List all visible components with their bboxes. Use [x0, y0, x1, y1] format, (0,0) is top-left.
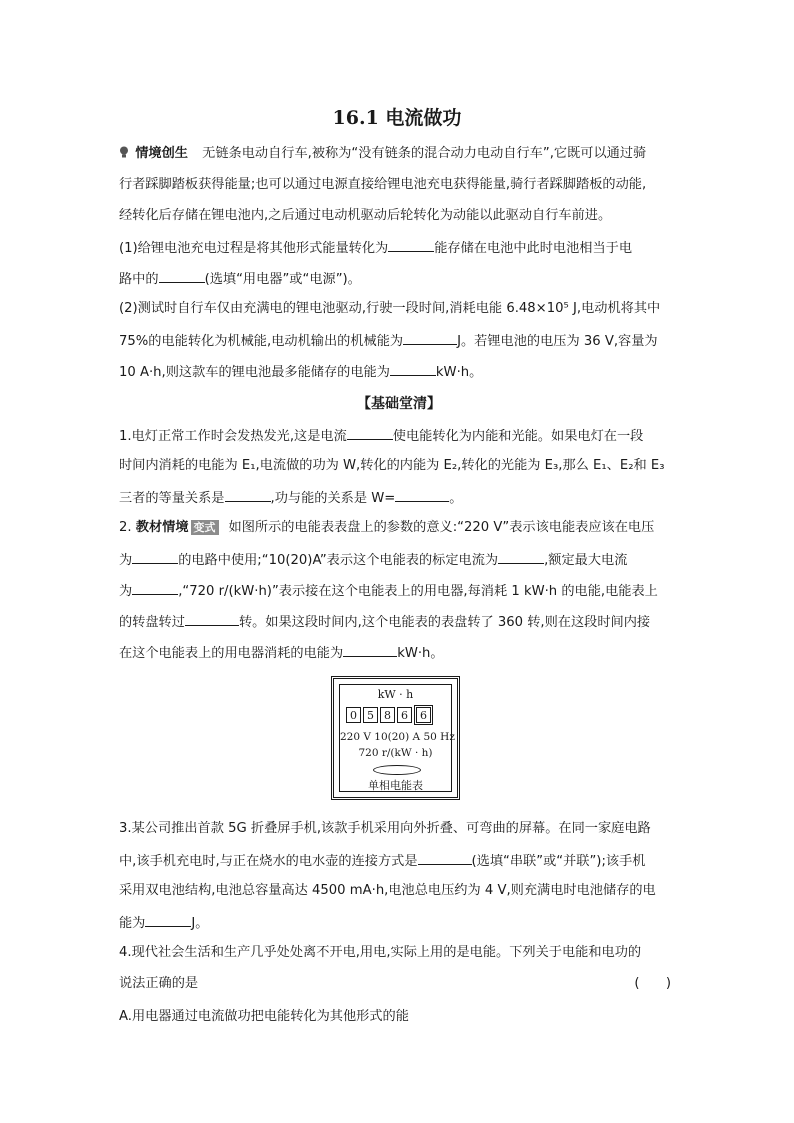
meter-digits	[346, 707, 431, 723]
intro-q1-line-2: 路中的 (选填“用电器”或“电源”)。	[119, 268, 679, 290]
q1-line-1: 1.电灯正常工作时会发热发光,这是电流 使电能转化为内能和光能。如果电灯在一段	[119, 425, 679, 447]
intro-line-1	[119, 144, 679, 164]
answer-blank[interactable]	[395, 487, 449, 502]
meter-spec: 220 V 10(20) A 50 Hz	[340, 731, 455, 743]
answer-blank[interactable]	[403, 330, 457, 345]
meter-name: 单相电能表	[368, 779, 423, 792]
meter-disc-icon	[373, 765, 421, 775]
page-title: 16.1 电流做功	[332, 107, 462, 129]
meter-digit: 0	[346, 707, 361, 723]
electric-meter-figure	[331, 676, 460, 800]
meter-digit: 6	[397, 707, 412, 723]
answer-blank[interactable]	[388, 237, 434, 252]
q2-variant-badge: 变式	[191, 520, 219, 535]
q3-line-4: 能为 J。	[119, 912, 679, 934]
meter-unit: kW · h	[377, 688, 414, 701]
answer-paren[interactable]: ( )	[634, 976, 671, 991]
intro-q2-line-2: 75%的电能转化为机械能,电动机输出的机械能为 J。若锂电池的电压为 36 V,容量为	[119, 330, 679, 352]
answer-blank[interactable]	[418, 850, 472, 865]
intro-q1-line-1: (1)给锂电池充电过程是将其他形式能量转化为 能存储在电池中此时电池相当于电	[119, 237, 679, 259]
answer-blank[interactable]	[145, 912, 191, 927]
q2-line-5: 在这个电能表上的用电器消耗的电能为 kW·h。	[119, 642, 679, 664]
answer-blank[interactable]	[390, 361, 436, 376]
answer-blank[interactable]	[185, 611, 239, 626]
intro-text-2: 行者踩脚踏板获得能量;也可以通过电源直接给锂电池充电获得能量,骑行者踩脚踏板的动能,	[119, 177, 647, 192]
meter-digit: 8	[380, 707, 395, 723]
q1-line-2: 时间内消耗的电能为 E₁,电流做的功为 W,转化的内能为 E₂,转化的光能为 E₃,那么 E₁、E₂和 E₃	[119, 458, 665, 473]
q1-line-3: 三者的等量关系是 ,功与能的关系是 W= 。	[119, 487, 679, 509]
intro-text-3: 经转化后存储在锂电池内,之后通过电动机驱动后轮转化为动能以此驱动自行车前进。	[119, 208, 612, 223]
q4-line-2: 说法正确的是 ( )	[119, 974, 679, 994]
answer-blank[interactable]	[347, 425, 393, 440]
q2-tag: 教材情境	[135, 520, 189, 535]
meter-inner-frame	[339, 684, 455, 792]
q3-line-1: 3.某公司推出首款 5G 折叠屏手机,该款手机采用向外折叠、可弯曲的屏幕。在同一家庭电路	[119, 821, 651, 836]
intro-q2-line-3: 10 A·h,则这款车的锂电池最多能储存的电能为 kW·h。	[119, 361, 679, 383]
intro-q2-line-1: (2)测试时自行车仅由充满电的锂电池驱动,行驶一段时间,消耗电能 6.48×10⁵ J,电动机将其中	[119, 301, 661, 316]
q2-line-3: 为 ,“720 r/(kW·h)”表示接在这个电能表上的用电器,每消耗 1 kW·h 的电能,电能表上	[119, 580, 679, 602]
intro-text-1: 无链条电动自行车,被称为“没有链条的混合动力电动自行车”,它既可以通过骑	[202, 146, 647, 161]
answer-blank[interactable]	[159, 268, 205, 283]
answer-blank[interactable]	[225, 487, 271, 502]
intro-tag: 情境创生	[135, 146, 188, 161]
answer-blank[interactable]	[343, 642, 397, 657]
meter-revolutions: 720 r/(kW · h)	[358, 747, 433, 759]
q3-line-2: 中,该手机充电时,与正在烧水的电水壶的连接方式是 (选填“串联”或“并联”);该手机	[119, 850, 679, 872]
section-heading: 【基础堂清】	[357, 396, 441, 412]
meter-digit-decimal: 6	[416, 707, 431, 723]
q3-line-3: 采用双电池结构,电池总容量高达 4500 mA·h,电池总电压约为 4 V,则充满电时电池储存的电	[119, 883, 656, 898]
q4-line-1: 4.现代社会生活和生产几乎处处离不开电,用电,实际上用的是电能。下列关于电能和电功的	[119, 945, 642, 960]
answer-blank[interactable]	[498, 549, 544, 564]
answer-blank[interactable]	[132, 549, 178, 564]
q2-line-4: 的转盘转过 转。如果这段时间内,这个电能表的表盘转了 360 转,则在这段时间内接	[119, 611, 679, 633]
lightbulb-icon	[119, 146, 129, 158]
q4-option-a[interactable]: A.用电器通过电流做功把电能转化为其他形式的能	[119, 1009, 409, 1024]
q2-line-1: 2. 教材情境 变式 如图所示的电能表表盘上的参数的意义:“220 V”表示该电能表应该在电压	[119, 520, 655, 535]
q2-line-2: 为 的电路中使用;“10(20)A”表示这个电能表的标定电流为 ,额定最大电流	[119, 549, 679, 571]
meter-digit: 5	[363, 707, 378, 723]
answer-blank[interactable]	[132, 580, 178, 595]
